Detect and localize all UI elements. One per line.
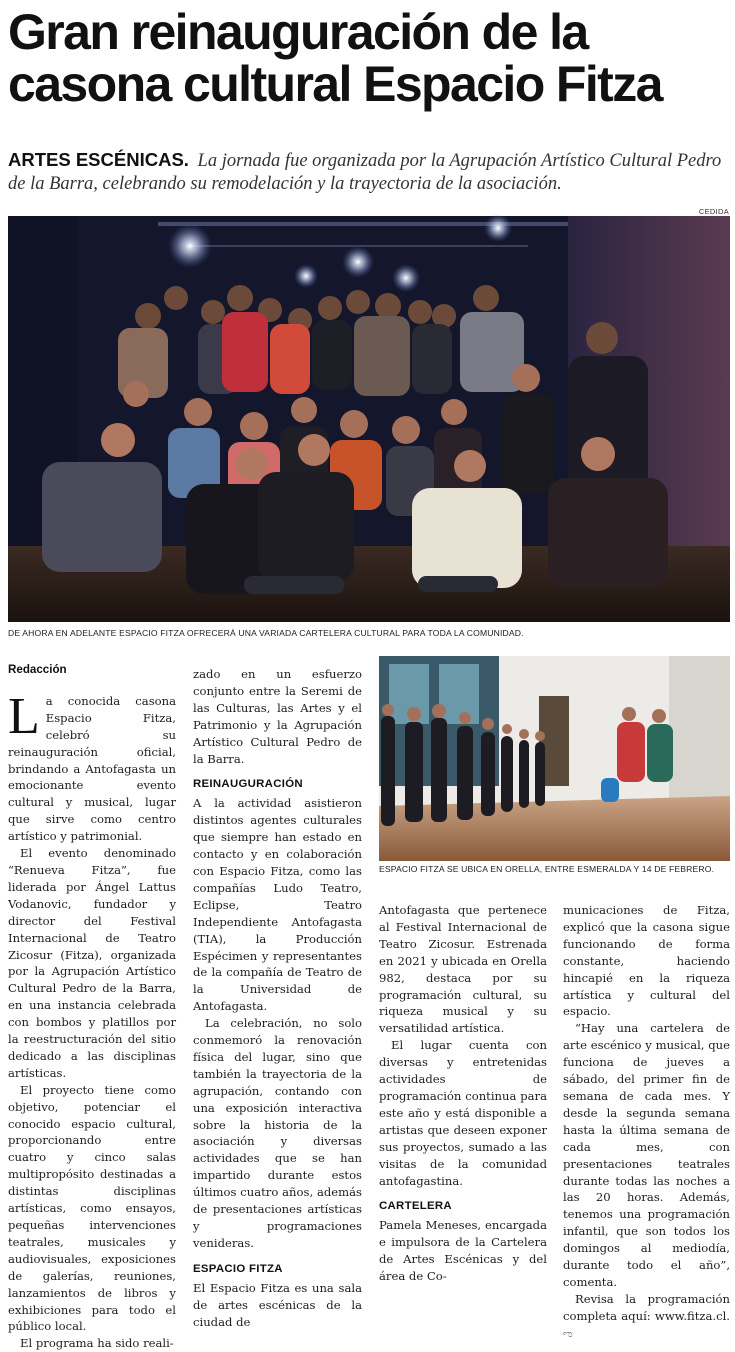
secondary-photo-caption: ESPACIO FITZA SE UBICA EN ORELLA, ENTRE ESMERALDA Y 14 DE FEBRERO.: [379, 864, 715, 874]
article-column-1: [8, 662, 176, 1352]
paragraph: El Espacio Fitza es una sala de artes escénicas de la ciudad de: [193, 1280, 362, 1329]
paragraph: El lugar cuenta con diversas y entretenidas actividades de programación continua para este año y está disponible a artistas que deseen exponer sus proyectos, sumado a las visitas de la comunidad antofagastina.: [379, 1038, 547, 1188]
paragraph-text: Revisa la programación completa aquí: www.fitza.cl.: [563, 1291, 730, 1323]
paragraph: Antofagasta que pertenece al Festival Internacional de Teatro Zicosur. Estrenada en 2021 y ubicada en Orella 982, destaca por su programación cultural, su riqueza musical y su versatilidad artística.: [379, 903, 547, 1036]
paragraph: [8, 687, 176, 845]
end-mark-icon: ಌ: [563, 1328, 573, 1340]
deck-text: La jornada fue organizada por la Agrupación Artístico Cultural Pedro de la Barra, celebrando su remodelación y la trayectoria de la asociación.: [8, 151, 722, 194]
drop-cap: L: [8, 687, 40, 745]
section-heading-cartelera: CARTELERA: [379, 1200, 452, 1213]
paragraph: El evento denominado “Renueva Fitza”, fue liderada por Ángel Lattus Vodanovic, fundador y director del Festival Internacional de Teatro Zicosur (Fitza), organizada por la Agrupación Artístico Cultural Pedro de la Barra, en una instancia celebrada con bombos y platillos por la reestructuración del sitio dedicado a las disciplinas artísticas.: [8, 846, 176, 1080]
paragraph: El programa ha sido reali-: [20, 1336, 174, 1351]
article-column-4: [563, 902, 730, 1344]
article-column-2: [193, 666, 362, 1330]
paragraph-text: a conocida casona Espacio Fitza, celebró su reinauguración oficial, brindando a Antofagasta un emocionante evento cultural y musical, lugar que sirve como centro artístico y patrimonial.: [8, 693, 176, 844]
group-photo-illustration: [8, 216, 730, 622]
section-heading-reinauguracion: REINAUGURACIÓN: [193, 778, 303, 791]
article-deck: [8, 148, 728, 196]
paragraph: El proyecto tiene como objetivo, potenciar el conocido espacio cultural, proporcionando entre cuatro y cinco salas multipropósito destinadas a distintas disciplinas artísticas, como ensayos, pequeñas intervenciones teatrales, musicales y audiovisuales, exposiciones de galerías, reuniones, lanzamientos de libros y exhibiciones para todo el público local.: [8, 1082, 176, 1334]
paragraph: municaciones de Fitza, explicó que la casona sigue funcionando de forma constante, haciendo hincapié en la riqueza artística y cultural del espacio.: [563, 903, 730, 1019]
secondary-photo: [379, 656, 730, 861]
article-column-3: [379, 902, 547, 1285]
byline: Redacción: [8, 663, 67, 676]
photo-credit: CEDIDA: [698, 207, 729, 216]
paragraph: A la actividad asistieron distintos agentes culturales que siempre han estado en contacto y en colaboración con Espacio Fitza, como las compañías Ludo Teatro, Eclipse, Teatro Independiente Antofagasta (TIA), la Producción Espécimen y representantes de la compañía de Teatro de la Universidad de Antofagasta.: [193, 796, 362, 1014]
section-heading-espacio-fitza: ESPACIO FITZA: [193, 1262, 283, 1275]
paragraph: La celebración, no solo conmemoró la renovación física del lugar, sino que también la trayectoria de la agrupación, contando con una exposición interactiva sobre la historia de la asociación y diversas actividades que se han impartido durante estos últimos cuatro años, además de presentaciones artísticas y programaciones venideras.: [193, 1016, 362, 1250]
paragraph: zado en un esfuerzo conjunto entre la Seremi de las Culturas, las Artes y el Patrimonio y la Agrupación Artístico Cultural Pedro de la Barra.: [193, 667, 362, 766]
interior-photo-illustration: [379, 656, 730, 861]
main-photo: [8, 216, 730, 622]
paragraph: Pamela Meneses, encargada e impulsora de la Cartelera de Artes Escénicas y del área de Co-: [379, 1218, 547, 1284]
main-photo-caption: DE AHORA EN ADELANTE ESPACIO FITZA OFRECERÁ UNA VARIADA CARTELERA CULTURAL PARA TODA LA COMUNIDAD.: [8, 628, 524, 638]
article-headline: Gran reinauguración de la casona cultural Espacio Fitza: [8, 4, 662, 112]
deck-kicker: ARTES ESCÉNICAS.: [8, 149, 189, 170]
paragraph: [563, 1291, 730, 1344]
paragraph: “Hay una cartelera de arte escénico y musical, que funciona de jueves a sábado, del primer fin de semana de cada mes. Y desde la segunda semana hasta la última semana de cada mes, con presentaciones teatrales durante todas las noches a las 20 horas. Además, tenemos una programación infantil, que son todos los domingos al mediodía, durante todo el año”, comenta.: [563, 1021, 730, 1289]
